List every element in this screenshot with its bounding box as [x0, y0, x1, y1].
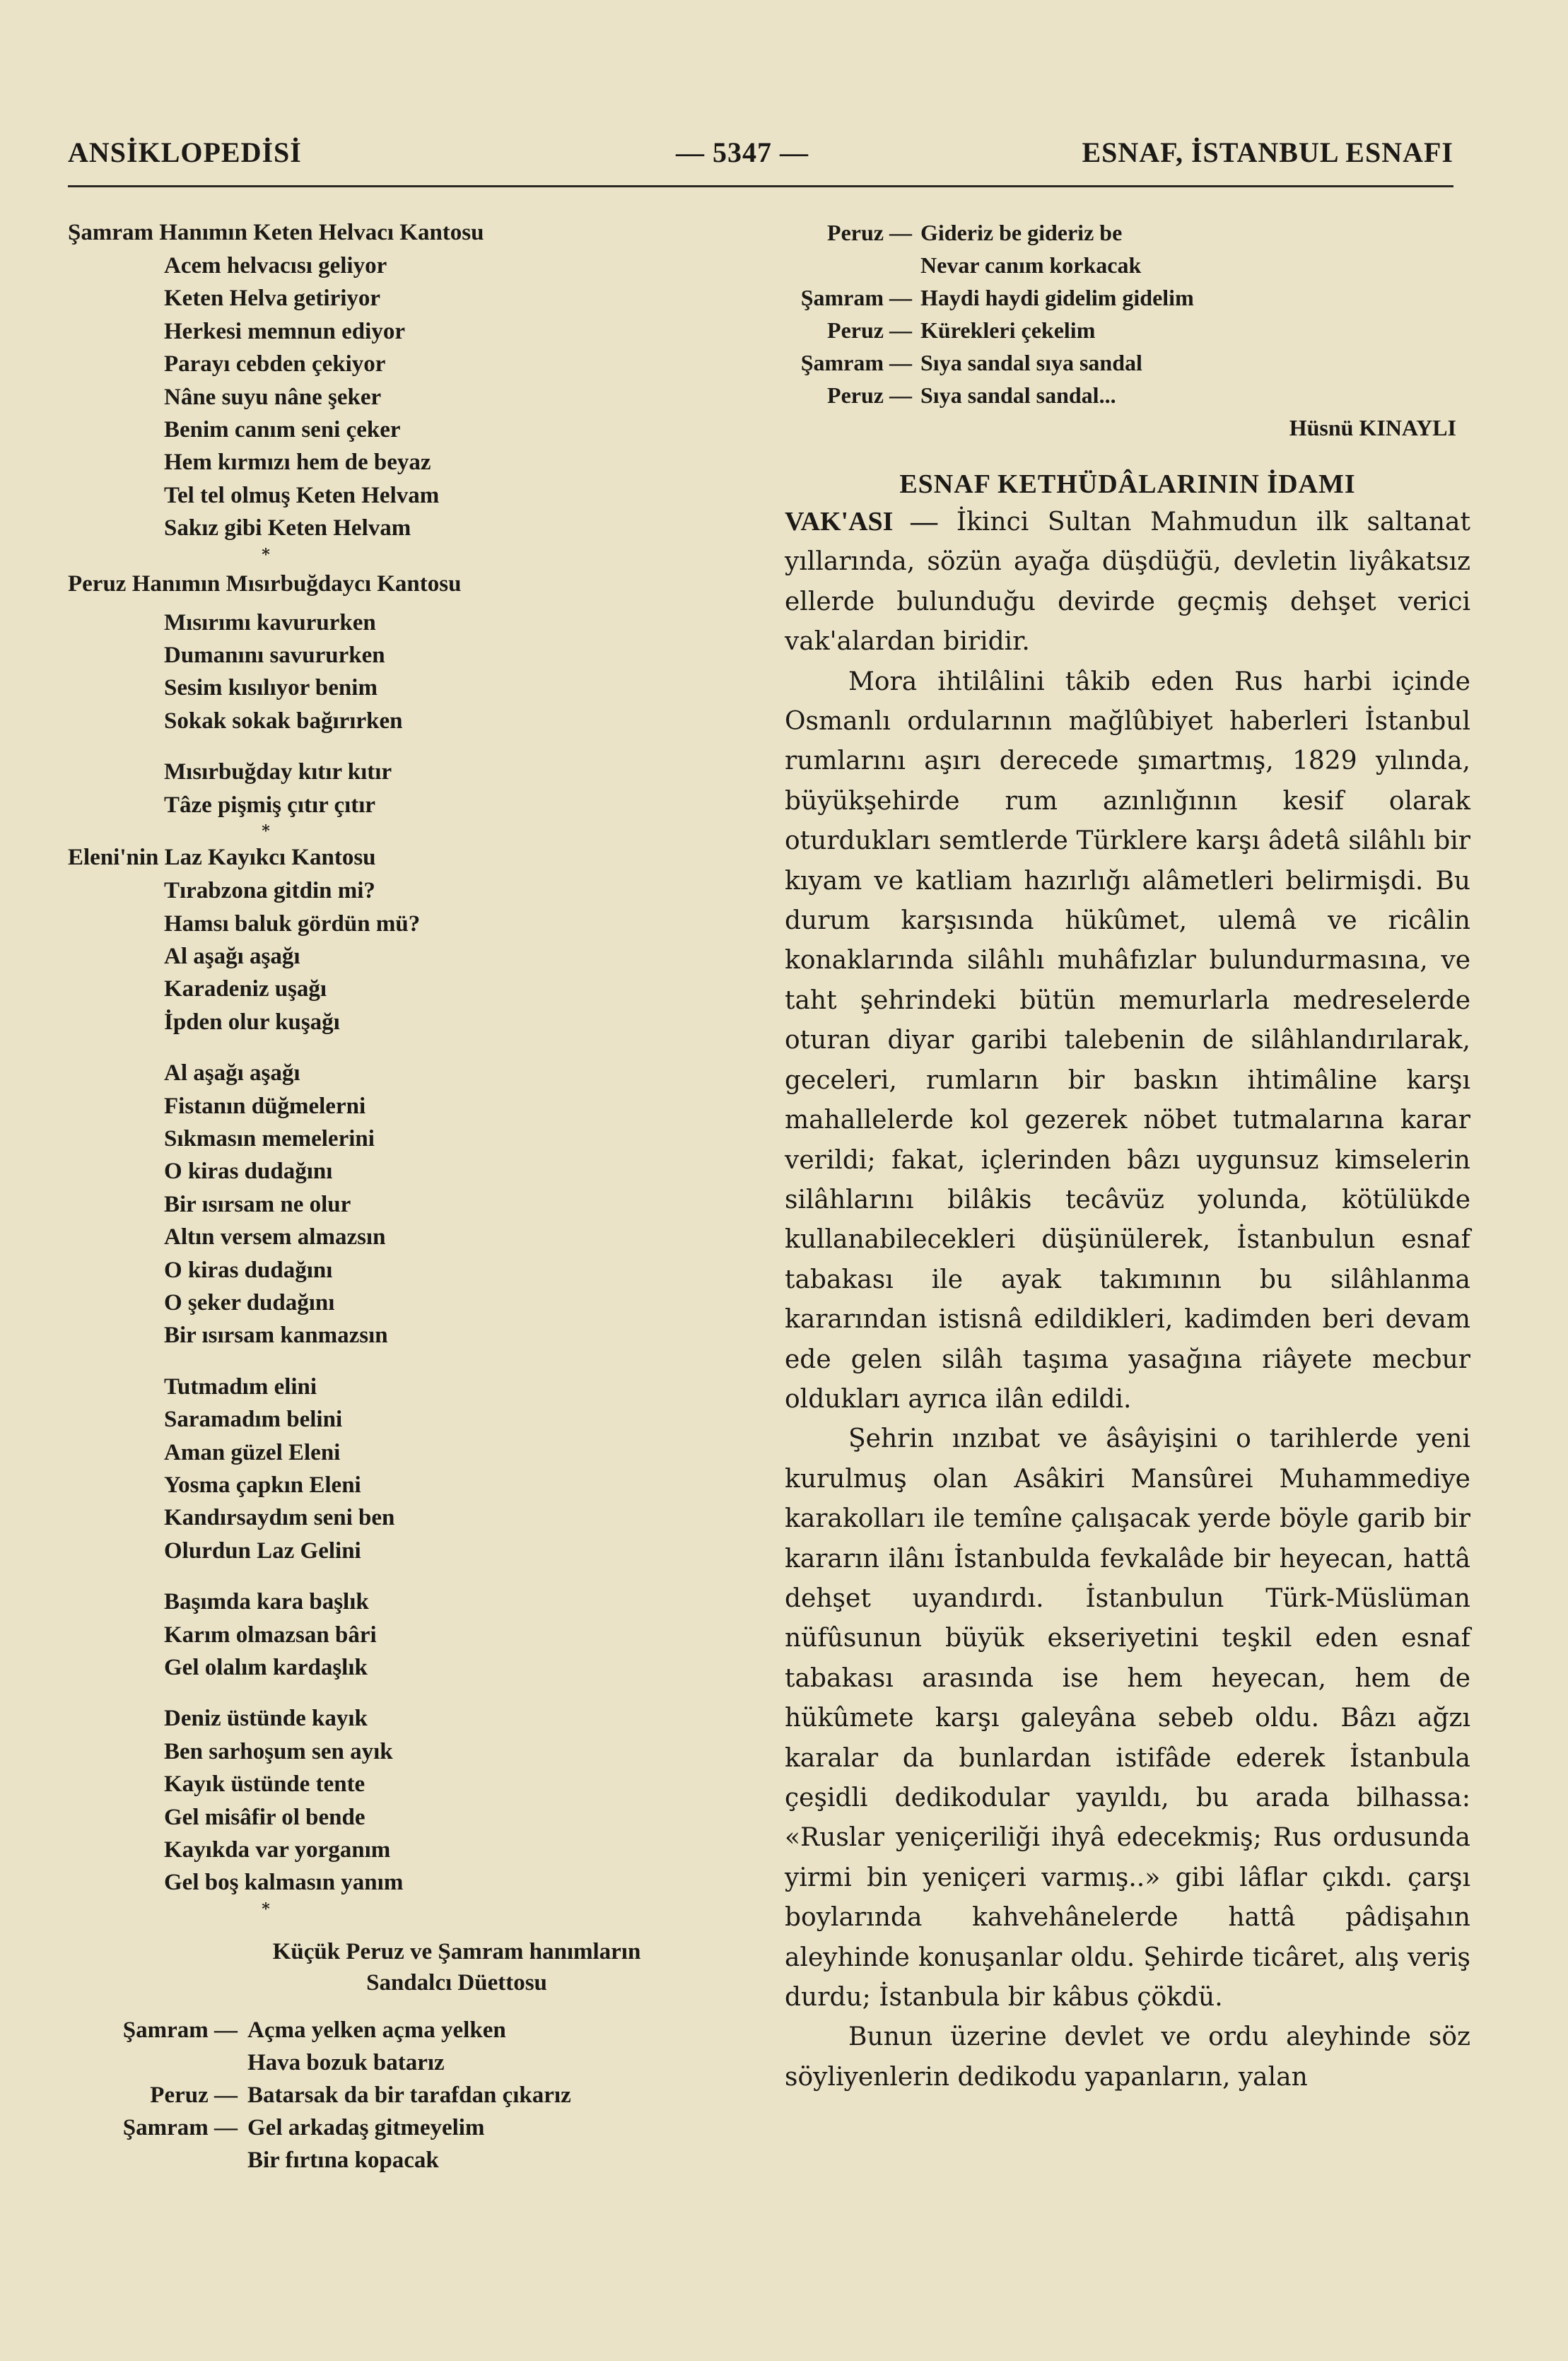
left-column: [68, 216, 761, 2266]
song3-stanza3: [68, 1371, 761, 1567]
dialogue-text: Hava bozuk batarız: [247, 2049, 445, 2075]
verse-line: Sıkmasın memelerini: [164, 1125, 375, 1152]
article-title: ESNAF KETHÜDÂLARININ İDAMI: [899, 469, 1356, 499]
header-rule: [68, 185, 1453, 187]
song3-title: Eleni'nin Laz Kayıkcı Kantosu: [68, 845, 376, 871]
speaker-name: Peruz —: [150, 2082, 238, 2108]
verse-line: Yosma çapkın Eleni: [164, 1472, 361, 1498]
verse-line: Hem kırmızı hem de beyaz: [164, 450, 431, 476]
duet-title-2: Sandalcı Düettosu: [366, 1969, 547, 1996]
speaker-name: Şamram —: [800, 350, 912, 375]
verse-line: Ben sarhoşum sen ayık: [164, 1738, 393, 1764]
verse-line: Mısırbuğday kıtır kıtır: [164, 759, 392, 785]
speaker-name: [785, 249, 920, 281]
dialogue-text: Kürekleri çekelim: [920, 317, 1096, 343]
dialogue-text: Gel arkadaş gitmeyelim: [247, 2114, 485, 2140]
separator-star: *: [262, 545, 270, 564]
verse-line: Bir ısırsam kanmazsın: [164, 1323, 388, 1349]
verse-line: Başımda kara başlık: [164, 1589, 369, 1615]
verse-line: Karadeniz uşağı: [164, 976, 327, 1002]
song2-stanza2: [68, 756, 761, 821]
verse-line: Olurdun Laz Gelini: [164, 1537, 361, 1564]
dialogue-line: [785, 346, 1470, 379]
dialogue-text: Haydi haydi gidelim gidelim: [920, 285, 1194, 310]
dialogue-line: [785, 379, 1470, 411]
article-lead: VAK'ASI —: [785, 507, 938, 537]
separator-star: *: [262, 822, 270, 841]
duet-title-1: Küçük Peruz ve Şamram hanımların: [272, 1938, 641, 1964]
article-body: [785, 502, 1470, 2097]
speaker-name: [68, 2046, 247, 2079]
dialogue-text: Gideriz be gideriz be: [920, 220, 1123, 245]
speaker-name: [68, 2144, 247, 2177]
song1-verse: [68, 250, 761, 545]
verse-line: Altın versem almazsın: [164, 1224, 386, 1250]
verse-line: Saramadım belini: [164, 1407, 343, 1433]
dialogue-text: Sıya sandal sıya sandal: [920, 350, 1142, 375]
verse-line: Sakız gibi Keten Helvam: [164, 515, 411, 541]
verse-line: Mısırımı kavururken: [164, 609, 376, 635]
speaker-name: Şamram —: [800, 285, 912, 310]
verse-line: Al aşağı aşağı: [164, 943, 300, 969]
page-number: — 5347 —: [676, 136, 809, 168]
verse-line: Sokak sokak bağırırken: [164, 708, 403, 734]
verse-line: Benim canım seni çeker: [164, 417, 401, 443]
page-header: [68, 136, 1453, 178]
dialogue-line: [68, 2079, 761, 2111]
verse-line: O kiras dudağını: [164, 1257, 333, 1283]
dialogue-line: [68, 2014, 761, 2046]
speaker-name: Peruz —: [827, 382, 912, 408]
dialogue-text: Sıya sandal sandal...: [920, 382, 1116, 408]
speaker-name: Peruz —: [827, 317, 912, 343]
verse-line: Parayı cebden çekiyor: [164, 351, 386, 377]
verse-line: O kiras dudağını: [164, 1159, 333, 1185]
verse-line: İpden olur kuşağı: [164, 1009, 340, 1035]
duet-continuation: [785, 216, 1470, 411]
dialogue-text: Açma yelken açma yelken: [247, 2017, 506, 2043]
speaker-name: Peruz —: [827, 220, 912, 245]
verse-line: Fistanın düğmelerni: [164, 1093, 366, 1119]
verse-line: Sesim kısılıyor benim: [164, 675, 378, 701]
verse-line: Keten Helva getiriyor: [164, 286, 381, 312]
verse-line: Bir ısırsam ne olur: [164, 1191, 351, 1217]
speaker-name: Şamram —: [122, 2114, 238, 2140]
verse-line: Tutmadım elini: [164, 1373, 317, 1400]
song2-stanza1: [68, 607, 761, 738]
song3-stanza2: [68, 1057, 761, 1352]
author-signature: Hüsnü KINAYLI: [1289, 415, 1456, 440]
verse-line: Tırabzona gitdin mi?: [164, 878, 375, 904]
song2-title: Peruz Hanımın Mısırbuğdaycı Kantosu: [68, 570, 462, 597]
verse-line: Hamsı baluk gördün mü?: [164, 910, 421, 937]
dialogue-line: [68, 2111, 761, 2144]
verse-line: Tel tel olmuş Keten Helvam: [164, 482, 440, 508]
verse-line: Deniz üstünde kayık: [164, 1706, 368, 1732]
duet-dialogue: [68, 2014, 761, 2177]
verse-line: Nâne suyu nâne şeker: [164, 384, 382, 410]
song1-title: Şamram Hanımın Keten Helvacı Kantosu: [68, 220, 484, 245]
verse-line: Acem helvacısı geliyor: [164, 253, 387, 279]
song3-stanza5: [68, 1702, 761, 1899]
right-column: [785, 216, 1470, 2266]
dialogue-text: Nevar canım korkacak: [920, 252, 1142, 278]
paragraph-4: Bunun üzerine devlet ve ordu aleyhinde söz söyliyenlerin dedikodu yapanların, yalan: [785, 2022, 1470, 2092]
verse-line: Gel misâfir ol bende: [164, 1804, 365, 1830]
verse-line: Al aşağı aşağı: [164, 1060, 300, 1086]
verse-line: Kayıkda var yorganım: [164, 1837, 391, 1863]
verse-line: O şeker dudağını: [164, 1289, 335, 1316]
dialogue-line: [68, 2144, 761, 2177]
dialogue-line: [785, 249, 1470, 281]
dialogue-line: [68, 2046, 761, 2079]
verse-line: Karım olmazsan bâri: [164, 1622, 377, 1648]
verse-line: Dumanını savururken: [164, 643, 385, 669]
verse-line: Kandırsaydım seni ben: [164, 1505, 395, 1531]
verse-line: Tâze pişmiş çıtır çıtır: [164, 792, 376, 818]
header-right: ESNAF, İSTANBUL ESNAFI: [1082, 136, 1453, 168]
verse-line: Kayık üstünde tente: [164, 1771, 365, 1798]
dialogue-text: Bir fırtına kopacak: [247, 2147, 439, 2173]
paragraph-2: Mora ihtilâlini tâkib eden Rus harbi içinde Osmanlı ordularının mağlûbiyet haberleri İstanbul rumlarını aşırı derecede şımartmış, 1829 yılında, büyükşehirde rum azınlığının kesif olarak oturdukları semtlerde Türklere karşı âdetâ silâhlı bir kıyam ve katliam hazırlığı alâmetleri belirmişdi. Bu durum karşısında hükûmet, ulemâ ve ricâlin konaklarında silâhlı muhâfızlar bulundurmasına, ve taht şehrindeki bütün memurlarla medreselerde oturan diyar garibi talebenin de silâhlandırılarak, geceleri, rumların bir baskın ihtimâline karşı mahallelerde kol gezerek nöbet tutmalarına karar verildi; fakat, içlerinden bâzı uygunsuz kimselerin silâhlarını bilâkis tecâvüz yolunda, kötülükde kullanabilecekleri düşünülerek, İstanbulun esnaf tabakası ile ayak takımının bu silâhlanma kararından istisnâ edildikleri, kadimden beri devam ede gelen silâh taşıma yasağına riâyete mecbur oldukları ayrıca ilân edildi.: [785, 667, 1470, 1414]
paragraph-3: Şehrin ınzıbat ve âsâyişini o tarihlerde yeni kurulmuş olan Asâkiri Mansûrei Muhammediye karakolları ile temîne çalışacak yerde böyle garib bir kararın ilânı İstanbulda fevkalâde bir heyecan, hattâ dehşet uyandırdı. İstanbulun Türk-Müslüman nüfûsunun büyük ekseriyetini teşkil eden esnaf tabakası arasında ise hem heyecan, hem de hükûmete karşı galeyâna sebeb oldu. Bâzı ağzı karalar da bunlardan istifâde ederek İstanbula çeşidli dedikodular yayıldı, bu arada bilhassa: «Ruslar yeniçeriliği ihyâ edecekmiş; Rus ordusunda yirmi bin yeniçeri varmış..» gibi lâflar çıkdı. çarşı boylarında kahvehânelerde hattâ pâdişahın aleyhinde konuşanlar oldu. Şehirde ticâret, alış veriş durdu; İstanbula bir kâbus çökdü.: [785, 1424, 1470, 2013]
dialogue-line: [785, 281, 1470, 314]
paragraph-1-text: İkinci Sultan Mahmudun ilk saltanat yıllarında, sözün ayağa düşdüğü, devletin liyâkatsız ellerde bulunduğu devirde geçmiş dehşet verici vak'alardan biridir.: [785, 508, 1470, 657]
verse-line: Herkesi memnun ediyor: [164, 318, 405, 344]
song3-stanza1: [68, 874, 761, 1038]
dialogue-line: [785, 216, 1470, 249]
dialogue-line: [785, 314, 1470, 346]
separator-star: *: [262, 1899, 270, 1918]
header-left: ANSİKLOPEDİSİ: [68, 136, 302, 168]
song3-stanza4: [68, 1586, 761, 1684]
verse-line: Gel olalım kardaşlık: [164, 1655, 368, 1681]
verse-line: Aman güzel Eleni: [164, 1439, 341, 1465]
paragraph-1: [785, 502, 1470, 662]
speaker-name: Şamram —: [122, 2017, 238, 2043]
verse-line: Gel boş kalmasın yanım: [164, 1870, 404, 1896]
dialogue-text: Batarsak da bir tarafdan çıkarız: [247, 2082, 571, 2108]
